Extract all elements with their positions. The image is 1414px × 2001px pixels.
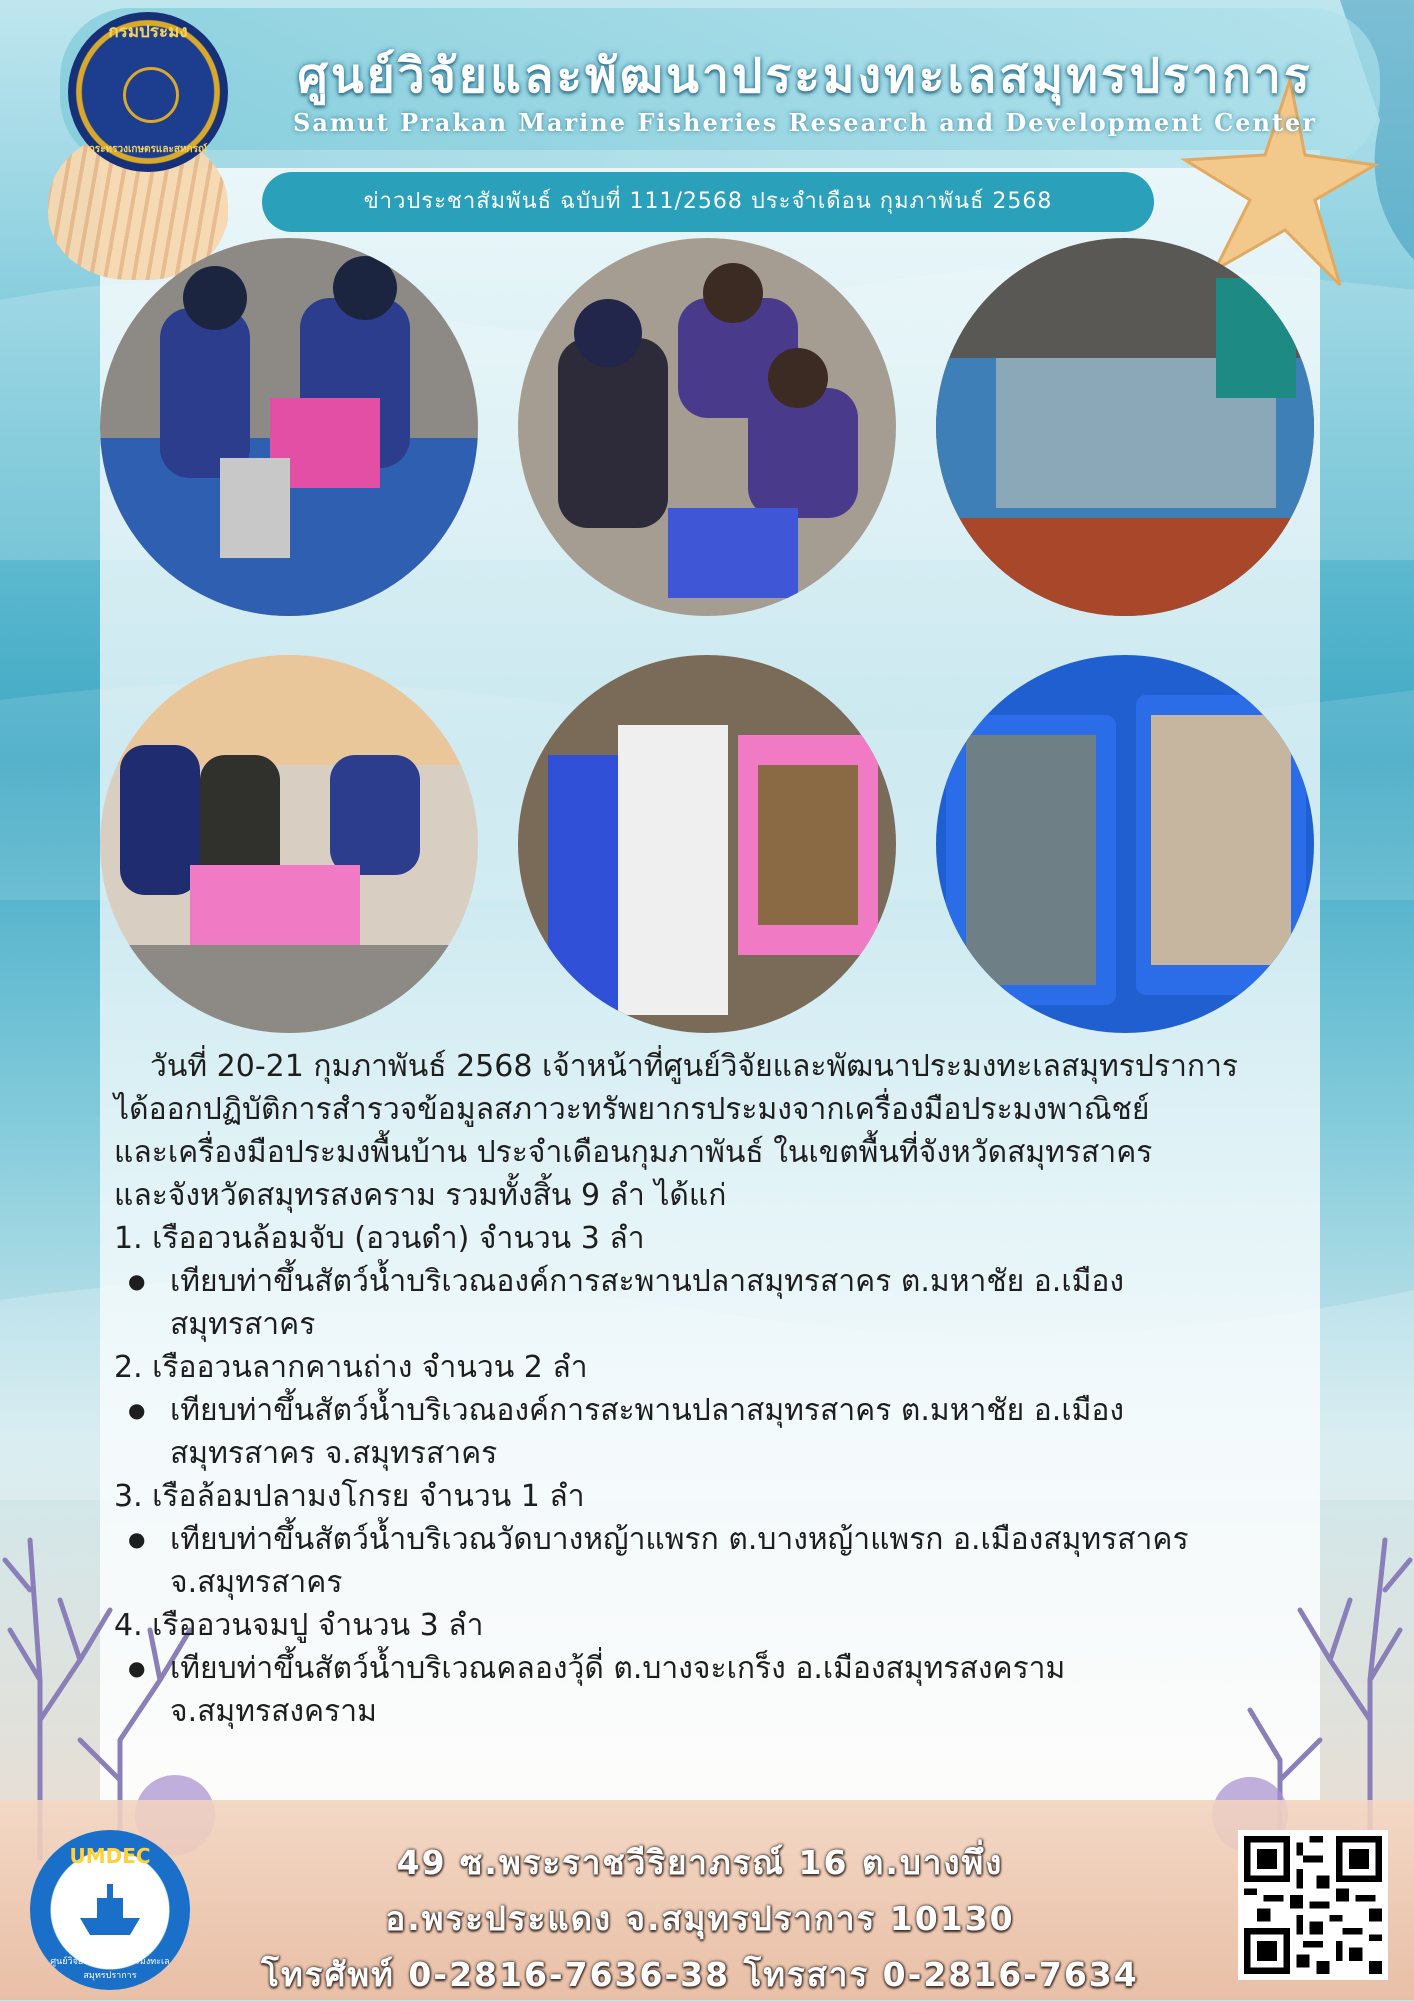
intro-line: และจังหวัดสมุทรสงคราม รวมทั้งสิ้น 9 ลำ ได้แก่	[114, 1178, 727, 1213]
umdec-title: UMDEC	[69, 1844, 151, 1868]
photo-baskets-crabs-squid	[936, 655, 1314, 1033]
list-item-bullet-cont: สมุทรสาคร จ.สมุทรสาคร	[170, 1436, 498, 1471]
issue-banner: ข่าวประชาสัมพันธ์ ฉบับที่ 111/2568 ประจำเดือน กุมภาพันธ์ 2568	[262, 172, 1154, 232]
article-body	[114, 1045, 1314, 1733]
intro-line: ได้ออกปฏิบัติการสำรวจข้อมูลสภาวะทรัพยากรประมงจากเครื่องมือประมงพาณิชย์	[114, 1092, 1150, 1127]
photo-staff-sorting-catch	[100, 655, 478, 1033]
photo-staff-sorting-crabs	[518, 238, 896, 616]
list-item-title: 3. เรือล้อมปลามงโกรย จำนวน 1 ลำ	[114, 1479, 585, 1514]
photo-staff-measuring-fish	[100, 238, 478, 616]
umdec-caption: ศูนย์วิจัยและพัฒนาประมงทะเลสมุทรปราการ	[50, 1957, 170, 1981]
emblem-icon	[123, 67, 179, 123]
umdec-logo	[30, 1830, 190, 1990]
address-line-2: อ.พระประแดง จ.สมุทรปราการ 10130	[385, 1899, 1015, 1938]
qr-code[interactable]	[1238, 1830, 1388, 1980]
address-line-1: 49 ซ.พระราชวีริยาภรณ์ 16 ต.บางพึ่ง	[396, 1843, 1004, 1882]
list-item-title: 1. เรืออวนล้อมจับ (อวนดำ) จำนวน 3 ลำ	[114, 1221, 645, 1256]
page-subtitle: Samut Prakan Marine Fisheries Research and Development Center	[293, 108, 1317, 137]
page-title: ศูนย์วิจัยและพัฒนาประมงทะเลสมุทรปราการ	[297, 48, 1313, 104]
intro-line: วันที่ 20-21 กุมภาพันธ์ 2568 เจ้าหน้าที่ศูนย์วิจัยและพัฒนาประมงทะเลสมุทรปราการ	[150, 1049, 1239, 1084]
qr-code-icon	[1244, 1836, 1382, 1974]
logo-top-text: กรมประมง	[108, 22, 188, 42]
list-item-title: 4. เรืออวนจมปู จำนวน 3 ลำ	[114, 1608, 484, 1643]
logo-bottom-text: กระทรวงเกษตรและสหกรณ์	[88, 144, 208, 155]
list-item-bullet: ● เทียบท่าขึ้นสัตว์น้ำบริเวณองค์การสะพานปลาสมุทรสาคร ต.มหาชัย อ.เมือง	[114, 1260, 1314, 1303]
list-item-bullet: ● เทียบท่าขึ้นสัตว์น้ำบริเวณคลองวุ้ดี่ ต.บางจะเกร็ง อ.เมืองสมุทรสงคราม	[114, 1647, 1314, 1690]
intro-line: และเครื่องมือประมงพื้นบ้าน ประจำเดือนกุมภาพันธ์ ในเขตพื้นที่จังหวัดสมุทรสาคร	[114, 1135, 1153, 1170]
list-item-bullet-cont: สมุทรสาคร	[170, 1307, 316, 1342]
list-item-title: 2. เรืออวนลากคานถ่าง จำนวน 2 ลำ	[114, 1350, 588, 1385]
list-item-bullet-cont: จ.สมุทรสงคราม	[170, 1694, 377, 1729]
contact-line: โทรศัพท์ 0-2816-7636-38 โทรสาร 0-2816-7634	[261, 1955, 1139, 1994]
footer	[0, 1800, 1414, 2000]
department-of-fisheries-logo	[68, 12, 228, 172]
list-item-bullet: ● เทียบท่าขึ้นสัตว์น้ำบริเวณวัดบางหญ้าแพรก ต.บางหญ้าแพรก อ.เมืองสมุทรสาคร	[114, 1518, 1314, 1561]
ship-icon	[75, 1880, 145, 1940]
photo-fishing-boat-net	[936, 238, 1314, 616]
photo-measuring-mantis-shrimp	[518, 655, 896, 1033]
list-item-bullet-cont: จ.สมุทรสาคร	[170, 1565, 343, 1600]
list-item-bullet: ● เทียบท่าขึ้นสัตว์น้ำบริเวณองค์การสะพานปลาสมุทรสาคร ต.มหาชัย อ.เมือง	[114, 1389, 1314, 1432]
